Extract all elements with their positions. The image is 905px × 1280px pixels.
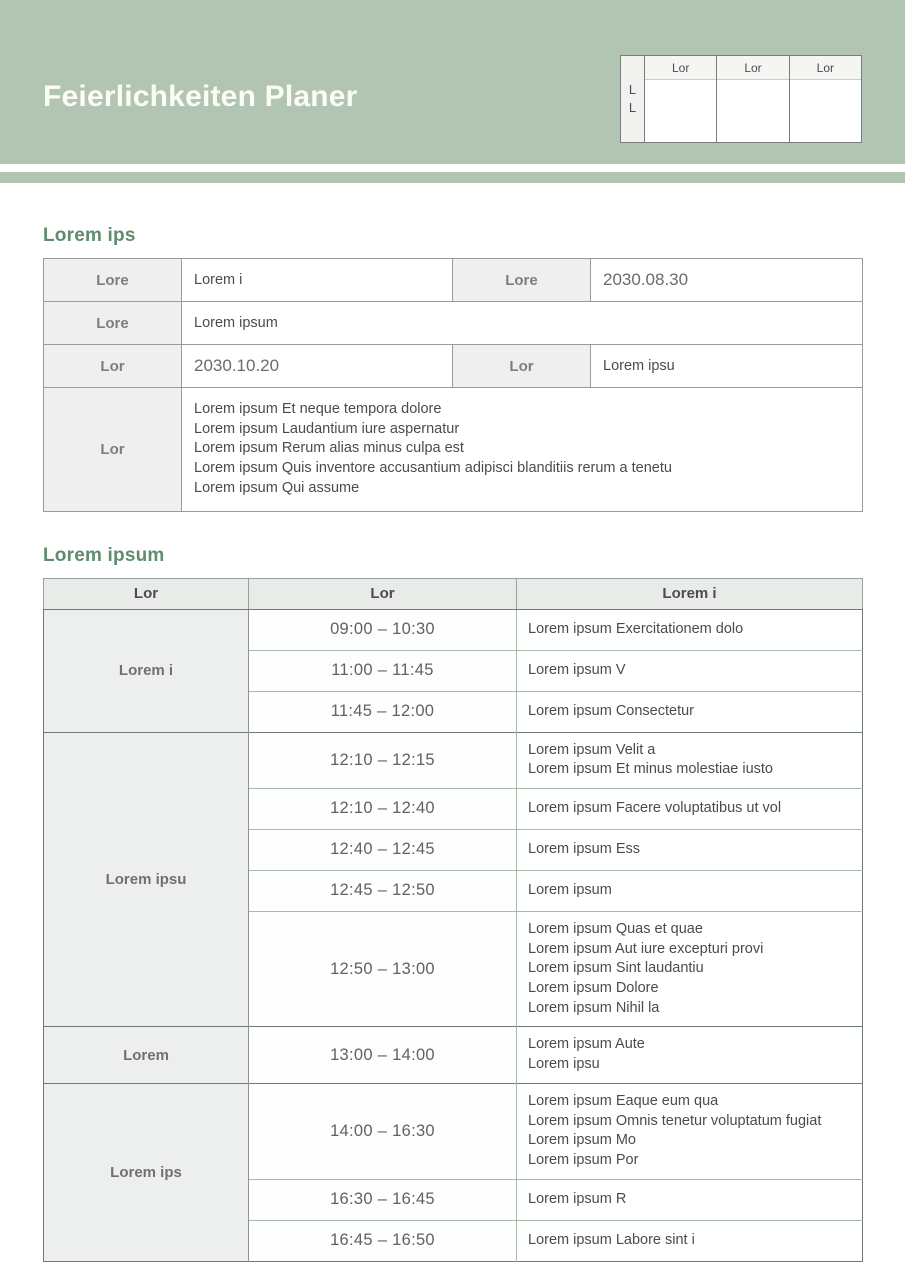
description-line: Lorem ipsum R <box>528 1190 627 1207</box>
label-cell: Lore <box>44 302 182 345</box>
mini-table-column <box>716 56 788 142</box>
info-table <box>43 258 863 512</box>
value-cell: Lorem ipsum <box>182 302 863 345</box>
group-label-cell: Lorem ips <box>44 1083 249 1261</box>
list-line: Lorem ipsum Rerum alias minus culpa est <box>194 440 464 457</box>
description-line: Lorem ipsum Quas et quae <box>528 920 703 937</box>
description-cell <box>517 870 863 911</box>
mini-table-column <box>645 56 716 142</box>
label-cell: Lore <box>44 259 182 302</box>
schedule-row <box>44 732 863 788</box>
mini-table-column-body <box>645 80 716 142</box>
list-line: Lorem ipsum Qui assume <box>194 479 360 496</box>
description-cell <box>517 911 863 1027</box>
time-cell: 16:45 – 16:50 <box>249 1220 517 1261</box>
list-line: Lorem ipsum Et neque tempora dolore <box>194 401 442 417</box>
description-line: Lorem ipsum Mo <box>528 1132 636 1149</box>
info-row <box>44 345 863 388</box>
group-label-cell: Lorem i <box>44 609 249 732</box>
schedule-row <box>44 1027 863 1083</box>
description-cell <box>517 650 863 691</box>
time-cell: 12:50 – 13:00 <box>249 911 517 1027</box>
header-band <box>0 0 905 164</box>
description-line: Lorem ipsum Nihil la <box>528 999 660 1016</box>
info-row <box>44 302 863 345</box>
info-row <box>44 388 863 512</box>
description-line: Lorem ipsum Ess <box>528 841 641 858</box>
description-cell <box>517 1083 863 1179</box>
value-cell: Lorem i <box>182 259 453 302</box>
description-line: Lorem ipsum Labore sint i <box>528 1231 695 1248</box>
description-cell <box>517 788 863 829</box>
description-line: Lorem ipsum Exercitationem dolo <box>528 620 744 637</box>
description-line: Lorem ipsum Omnis tenetur voluptatum fugiat <box>528 1112 822 1129</box>
description-line: Lorem ipsum Et minus molestiae iusto <box>528 761 773 778</box>
schedule-column-header: Lor <box>44 578 249 609</box>
date-cell: 2030.08.30 <box>591 259 863 302</box>
label-cell: Lore <box>453 259 591 302</box>
schedule-row <box>44 1083 863 1179</box>
time-cell: 14:00 – 16:30 <box>249 1083 517 1179</box>
description-cell <box>517 1027 863 1083</box>
page-title: Feierlichkeiten Planer <box>43 80 358 113</box>
description-line: Lorem ipsum Dolore <box>528 980 659 997</box>
schedule-table <box>43 578 863 1262</box>
section2-heading: Lorem ipsum <box>43 544 165 566</box>
label-cell: Lor <box>44 388 182 512</box>
description-line: Lorem ipsum V <box>528 661 626 678</box>
schedule-row <box>44 609 863 650</box>
divider-stripe <box>0 172 905 183</box>
label-cell: Lor <box>44 345 182 388</box>
mini-table-column-header: Lor <box>645 56 716 80</box>
description-cell <box>517 732 863 788</box>
description-line: Lorem ipsum Sint laudantiu <box>528 960 704 977</box>
description-line: Lorem ipsum Eaque eum qua <box>528 1092 719 1109</box>
date-cell: 2030.10.20 <box>182 345 453 388</box>
group-label-cell: Lorem <box>44 1027 249 1083</box>
label-cell: Lor <box>453 345 591 388</box>
list-line: Lorem ipsum Laudantium iure aspernatur <box>194 420 460 437</box>
page-content <box>0 225 905 1262</box>
time-cell: 09:00 – 10:30 <box>249 609 517 650</box>
mini-table-column-body <box>790 80 861 142</box>
list-cell <box>182 388 863 512</box>
description-line: Lorem ipsum Por <box>528 1151 639 1168</box>
time-cell: 11:00 – 11:45 <box>249 650 517 691</box>
time-cell: 12:10 – 12:40 <box>249 788 517 829</box>
description-line: Lorem ipsum Aut iure excepturi provi <box>528 940 764 957</box>
list-line: Lorem ipsum Quis inventore accusantium adipisci blanditiis rerum a tenetu <box>194 460 672 477</box>
time-cell: 16:30 – 16:45 <box>249 1179 517 1220</box>
info-row <box>44 259 863 302</box>
time-cell: 12:40 – 12:45 <box>249 829 517 870</box>
value-cell: Lorem ipsu <box>591 345 863 388</box>
description-cell <box>517 1220 863 1261</box>
description-line: Lorem ipsum <box>528 882 612 899</box>
time-cell: 12:45 – 12:50 <box>249 870 517 911</box>
description-line: Lorem ipsum Facere voluptatibus ut vol <box>528 800 782 817</box>
mini-side-line: L <box>628 82 637 97</box>
mini-table-column-body <box>717 80 788 142</box>
description-cell <box>517 1179 863 1220</box>
description-line: Lorem ipsu <box>528 1056 600 1073</box>
mini-table-column-header: Lor <box>717 56 788 80</box>
time-cell: 13:00 – 14:00 <box>249 1027 517 1083</box>
description-line: Lorem ipsum Consectetur <box>528 702 695 719</box>
description-line: Lorem ipsum Velit a <box>528 741 656 758</box>
mini-table-column <box>789 56 861 142</box>
mini-table-column-header: Lor <box>790 56 861 80</box>
description-cell <box>517 609 863 650</box>
mini-table-side-label <box>621 56 645 142</box>
header-mini-table <box>620 55 862 143</box>
schedule-column-header: Lor <box>249 578 517 609</box>
description-line: Lorem ipsum Aute <box>528 1036 645 1053</box>
section1-heading: Lorem ips <box>43 225 136 246</box>
description-cell <box>517 829 863 870</box>
time-cell: 12:10 – 12:15 <box>249 732 517 788</box>
time-cell: 11:45 – 12:00 <box>249 691 517 732</box>
schedule-column-header: Lorem i <box>517 578 863 609</box>
description-cell <box>517 691 863 732</box>
group-label-cell: Lorem ipsu <box>44 732 249 1027</box>
mini-side-line: L <box>628 100 637 115</box>
